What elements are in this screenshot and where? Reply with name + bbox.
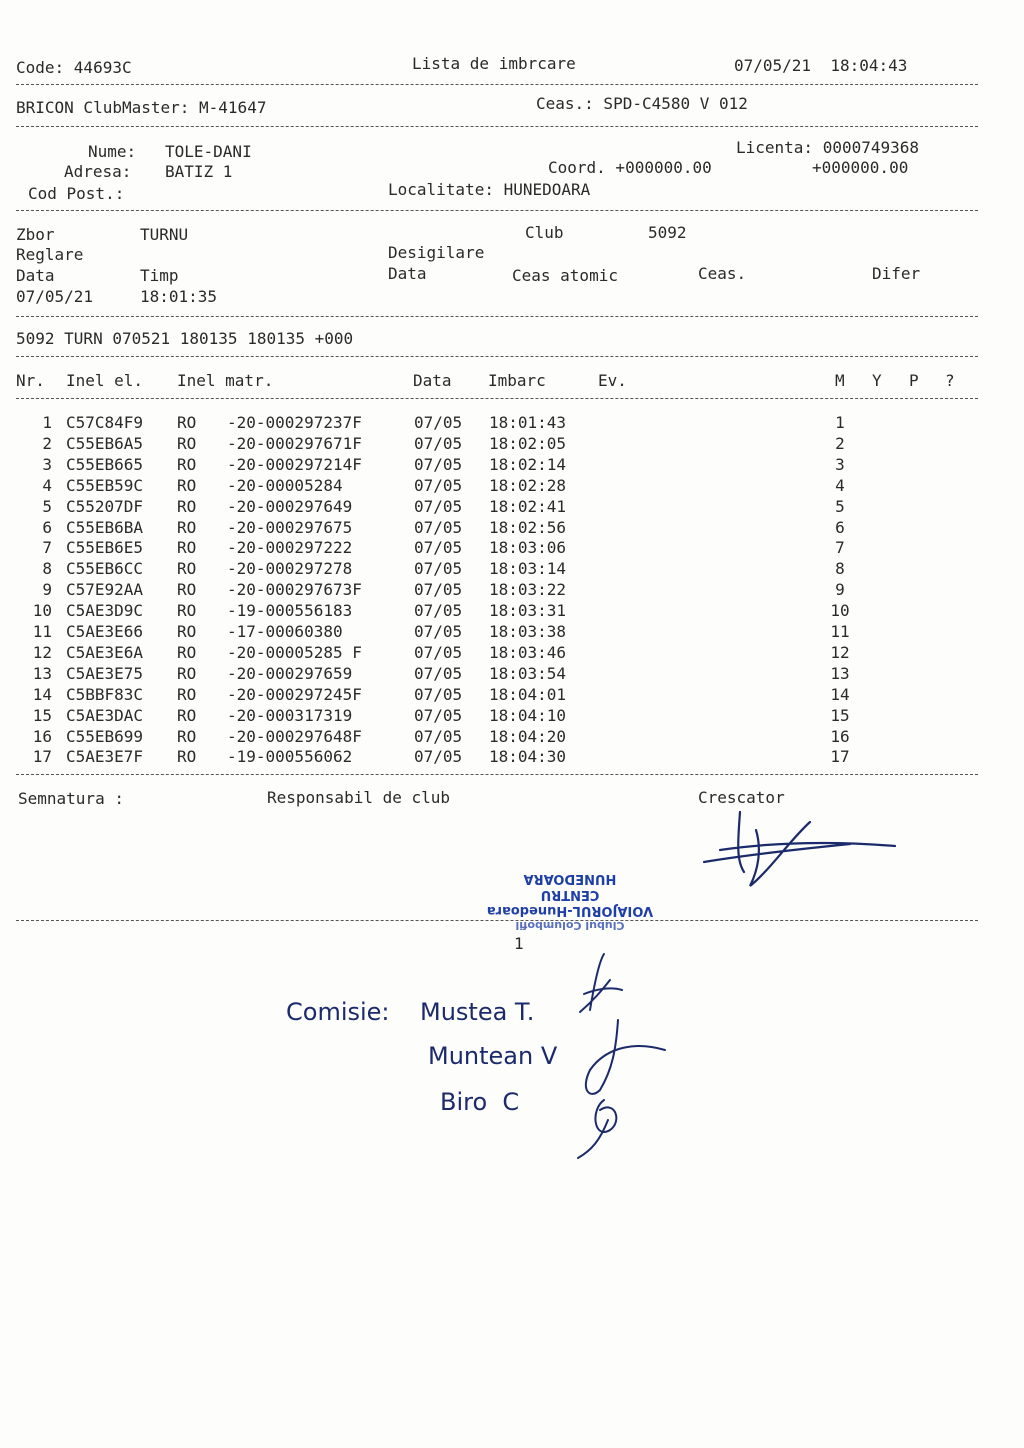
row-number: 1 xyxy=(42,413,52,432)
country-code: RO xyxy=(177,642,197,662)
boarding-date: 07/05 xyxy=(414,475,463,495)
ring-number: -20-00005284 xyxy=(227,475,343,495)
electronic-ring: C55EB699 xyxy=(66,726,144,746)
set-date: 07/05/21 xyxy=(16,287,94,306)
coordinates-secondary: +000000.00 xyxy=(812,158,909,177)
boarding-time: 18:03:46 xyxy=(489,642,567,662)
electronic-ring: C55EB6A5 xyxy=(66,433,144,453)
electronic-ring: C5AE3D9C xyxy=(66,601,144,621)
country-code: RO xyxy=(177,413,197,432)
print-datetime: 07/05/21 18:04:43 xyxy=(734,56,908,75)
row-number: 4 xyxy=(42,475,52,495)
owner-address: BATIZ 1 xyxy=(165,162,233,181)
country-code: RO xyxy=(177,705,197,725)
pigeon-count: 16 xyxy=(830,726,850,746)
ring-number: -20-000297675 xyxy=(227,517,353,537)
row-number: 12 xyxy=(32,642,52,662)
ring-number: -20-000297659 xyxy=(227,663,353,683)
stamp-line: CENTRU xyxy=(540,887,600,902)
commission-member-2: Muntean V xyxy=(428,1042,558,1070)
pigeon-count: 9 xyxy=(835,580,845,600)
ring-number: -19-000556062 xyxy=(227,747,353,767)
boarding-date: 07/05 xyxy=(414,663,463,683)
boarding-time: 18:04:10 xyxy=(489,705,567,725)
col-m: M xyxy=(835,371,845,390)
electronic-ring: C5BBF83C xyxy=(66,684,144,704)
country-code: RO xyxy=(177,663,197,683)
ring-number: -17-00060380 xyxy=(227,622,343,641)
clock-label: Ceas. xyxy=(698,264,747,283)
boarding-time: 18:02:41 xyxy=(489,496,567,516)
row-number: 3 xyxy=(42,454,52,474)
electronic-ring: C5AE3E75 xyxy=(66,663,144,683)
boarding-time: 18:02:28 xyxy=(489,475,567,495)
row-number: 13 xyxy=(32,663,52,683)
electronic-ring: C5AE3DAC xyxy=(66,705,144,725)
ring-number: -20-000297671F xyxy=(227,433,362,453)
divider xyxy=(16,920,978,921)
table-row xyxy=(0,454,1024,475)
boarding-date: 07/05 xyxy=(414,601,463,621)
coordinates: Coord. +000000.00 xyxy=(548,158,712,177)
row-number: 11 xyxy=(32,622,52,641)
flight-label: Zbor xyxy=(16,225,55,244)
table-row xyxy=(0,663,1024,684)
stamp-line: Clubul Columbofil xyxy=(515,919,625,932)
ring-number: -20-00005285 F xyxy=(227,642,362,662)
pigeon-count: 15 xyxy=(830,705,850,725)
signature-label: Semnatura : xyxy=(18,789,124,808)
name-label: Nume: xyxy=(88,142,137,161)
country-code: RO xyxy=(177,747,197,767)
table-row xyxy=(0,684,1024,705)
boarding-date: 07/05 xyxy=(414,684,463,704)
table-row xyxy=(0,496,1024,517)
boarding-time: 18:04:30 xyxy=(489,747,567,767)
unseal-date-label: Data xyxy=(388,264,427,283)
club-responsible-label: Responsabil de club xyxy=(267,788,451,807)
code-label: Code: 44693C xyxy=(16,58,132,77)
ring-number: -20-000317319 xyxy=(227,705,353,725)
electronic-ring: C5AE3E66 xyxy=(66,622,144,641)
boarding-time: 18:04:20 xyxy=(489,726,567,746)
pigeon-count: 3 xyxy=(835,454,845,474)
row-number: 10 xyxy=(32,601,52,621)
electronic-ring: C57E92AA xyxy=(66,580,144,600)
ring-number: -20-000297648F xyxy=(227,726,362,746)
set-label: Reglare xyxy=(16,245,84,264)
row-number: 5 xyxy=(42,496,52,516)
stamp-line: VOIAJORUL-Hunedoara xyxy=(486,903,654,918)
boarding-time: 18:03:06 xyxy=(489,538,567,558)
flight-summary-line: 5092 TURN 070521 180135 180135 +000 xyxy=(16,329,354,348)
pigeon-count: 5 xyxy=(835,496,845,516)
divider xyxy=(16,774,978,775)
col-boarding: Imbarc xyxy=(488,371,546,390)
country-code: RO xyxy=(177,475,197,495)
boarding-date: 07/05 xyxy=(414,454,463,474)
boarding-time: 18:03:38 xyxy=(489,622,567,641)
country-code: RO xyxy=(177,580,197,600)
col-question: ? xyxy=(945,371,955,390)
country-code: RO xyxy=(177,726,197,746)
col-date: Data xyxy=(413,371,452,390)
country-code: RO xyxy=(177,496,197,516)
electronic-ring: C55EB6BA xyxy=(66,517,144,537)
locality: Localitate: HUNEDOARA xyxy=(388,180,591,199)
col-nr: Nr. xyxy=(16,371,45,390)
boarding-date: 07/05 xyxy=(414,747,463,767)
ring-number: -20-000297673F xyxy=(227,580,362,600)
time-label: Timp xyxy=(140,266,179,285)
table-row xyxy=(0,579,1024,600)
boarding-date: 07/05 xyxy=(414,705,463,725)
ring-number: -20-000297649 xyxy=(227,496,353,516)
row-number: 16 xyxy=(32,726,52,746)
commission-signatures xyxy=(570,950,690,1160)
pigeon-count: 4 xyxy=(835,475,845,495)
boarding-date: 07/05 xyxy=(414,622,463,641)
boarding-time: 18:01:43 xyxy=(489,413,567,432)
document-title: Lista de imbrcare xyxy=(412,54,576,73)
address-label: Adresa: xyxy=(64,162,132,181)
boarding-date: 07/05 xyxy=(414,433,463,453)
ring-number: -20-000297222 xyxy=(227,538,353,558)
boarding-time: 18:02:14 xyxy=(489,454,567,474)
divider xyxy=(16,356,978,357)
atomic-clock-label: Ceas atomic xyxy=(512,266,618,285)
electronic-ring: C5AE3E6A xyxy=(66,642,144,662)
table-row xyxy=(0,558,1024,579)
country-code: RO xyxy=(177,538,197,558)
country-code: RO xyxy=(177,454,197,474)
country-code: RO xyxy=(177,517,197,537)
electronic-ring: C55EB6CC xyxy=(66,559,144,579)
unseal-label: Desigilare xyxy=(388,243,485,262)
boarding-date: 07/05 xyxy=(414,517,463,537)
country-code: RO xyxy=(177,433,197,453)
row-number: 9 xyxy=(42,580,52,600)
table-row xyxy=(0,412,1024,433)
boarding-date: 07/05 xyxy=(414,726,463,746)
table-row xyxy=(0,621,1024,642)
row-number: 8 xyxy=(42,559,52,579)
page-number: 1 xyxy=(514,934,524,953)
pigeon-count: 17 xyxy=(830,747,850,767)
boarding-date: 07/05 xyxy=(414,642,463,662)
boarding-time: 18:02:05 xyxy=(489,433,567,453)
boarding-time: 18:03:54 xyxy=(489,663,567,683)
pigeon-count: 14 xyxy=(830,684,850,704)
boarding-date: 07/05 xyxy=(414,559,463,579)
ring-number: -20-000297278 xyxy=(227,559,353,579)
row-number: 2 xyxy=(42,433,52,453)
boarding-time: 18:03:31 xyxy=(489,601,567,621)
table-row xyxy=(0,600,1024,621)
boarding-time: 18:03:22 xyxy=(489,580,567,600)
col-event: Ev. xyxy=(598,371,627,390)
country-code: RO xyxy=(177,622,197,641)
set-time: 18:01:35 xyxy=(140,287,218,306)
divider xyxy=(16,210,978,211)
pigeon-count: 1 xyxy=(835,413,845,432)
table-row xyxy=(0,475,1024,496)
pigeon-count: 13 xyxy=(830,663,850,683)
boarding-date: 07/05 xyxy=(414,538,463,558)
divider xyxy=(16,398,978,399)
boarding-date: 07/05 xyxy=(414,580,463,600)
row-number: 17 xyxy=(32,747,52,767)
electronic-ring: C55EB6E5 xyxy=(66,538,144,558)
electronic-ring: C55EB665 xyxy=(66,454,144,474)
pigeon-count: 10 xyxy=(830,601,850,621)
table-row xyxy=(0,705,1024,726)
country-code: RO xyxy=(177,559,197,579)
electronic-ring: C57C84F9 xyxy=(66,413,144,432)
postal-code-label: Cod Post.: xyxy=(28,184,125,203)
table-row xyxy=(0,642,1024,663)
pigeon-count: 7 xyxy=(835,538,845,558)
country-code: RO xyxy=(177,684,197,704)
commission-label: Comisie: xyxy=(286,998,390,1026)
difference-label: Difer xyxy=(872,264,921,283)
ring-number: -19-000556183 xyxy=(227,601,353,621)
row-number: 7 xyxy=(42,538,52,558)
club-label: Club xyxy=(525,223,564,242)
ring-number: -20-000297245F xyxy=(227,684,362,704)
table-row xyxy=(0,433,1024,454)
pigeon-count: 2 xyxy=(835,433,845,453)
table-row xyxy=(0,517,1024,538)
electronic-ring: C5AE3E7F xyxy=(66,747,144,767)
electronic-ring: C55207DF xyxy=(66,496,144,516)
date-label: Data xyxy=(16,266,55,285)
table-row xyxy=(0,746,1024,767)
electronic-ring: C55EB59C xyxy=(66,475,144,495)
pigeon-count: 8 xyxy=(835,559,845,579)
table-header xyxy=(0,370,1024,391)
boarding-date: 07/05 xyxy=(414,413,463,432)
clock-id: Ceas.: SPD-C4580 V 012 xyxy=(536,94,748,113)
breeder-signature xyxy=(700,800,900,895)
pigeon-count: 12 xyxy=(830,642,850,662)
clubmaster-id: BRICON ClubMaster: M-41647 xyxy=(16,98,267,117)
country-code: RO xyxy=(177,601,197,621)
row-number: 6 xyxy=(42,517,52,537)
pigeon-count: 6 xyxy=(835,517,845,537)
divider xyxy=(16,316,978,317)
col-electronic-ring: Inel el. xyxy=(66,371,144,390)
stamp-line: HUNEDOARA xyxy=(523,871,617,886)
boarding-time: 18:04:01 xyxy=(489,684,567,704)
col-y: Y xyxy=(872,371,882,390)
row-number: 15 xyxy=(32,705,52,725)
flight-name: TURNU xyxy=(140,225,189,244)
col-p: P xyxy=(909,371,919,390)
boarding-time: 18:02:56 xyxy=(489,517,567,537)
club-number: 5092 xyxy=(648,223,687,242)
table-row xyxy=(0,726,1024,747)
pigeon-count: 11 xyxy=(830,622,850,641)
owner-name: TOLE-DANI xyxy=(165,142,252,161)
ring-number: -20-000297237F xyxy=(227,413,362,432)
breeder-label: Crescator xyxy=(698,788,785,807)
row-number: 14 xyxy=(32,684,52,704)
boarding-time: 18:03:14 xyxy=(489,559,567,579)
col-ring-number: Inel matr. xyxy=(177,371,274,390)
license-number: Licenta: 0000749368 xyxy=(736,138,920,157)
boarding-date: 07/05 xyxy=(414,496,463,516)
ring-number: -20-000297214F xyxy=(227,454,362,474)
divider xyxy=(16,84,978,85)
divider xyxy=(16,126,978,127)
commission-member-3: Biro C xyxy=(440,1088,520,1116)
table-row xyxy=(0,537,1024,558)
commission-member-1: Mustea T. xyxy=(420,998,535,1026)
